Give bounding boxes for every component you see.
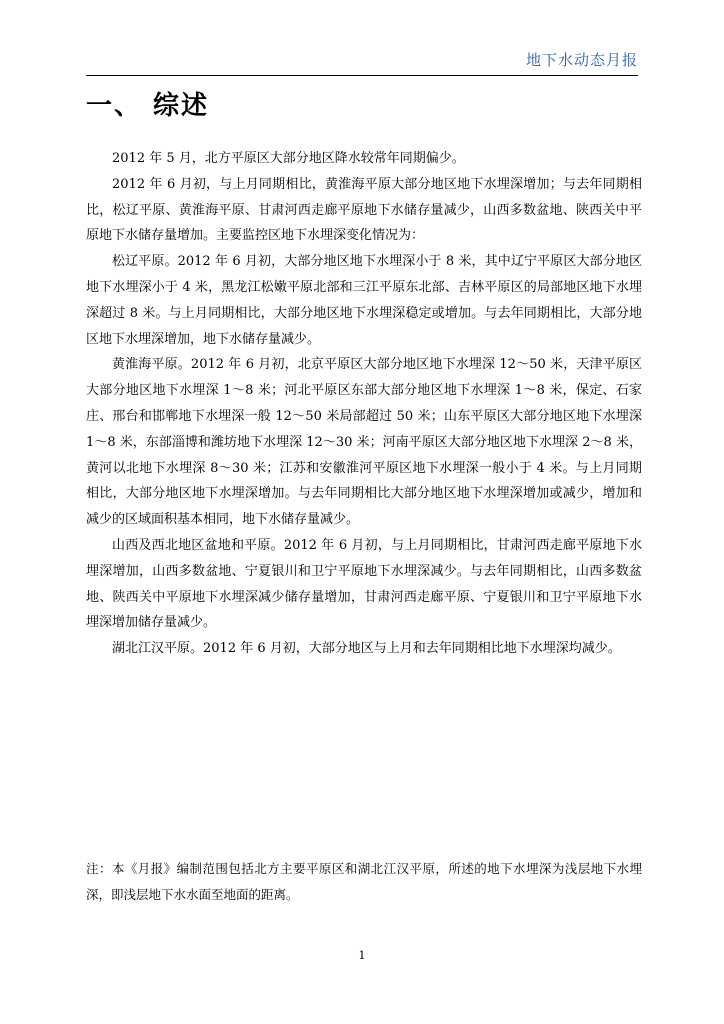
header-title: 地下水动态月报 — [525, 51, 638, 69]
footnote: 注：本《月报》编制范围包括北方主要平原区和湖北江汉平原，所述的地下水埋深为浅层地下水埋深，即浅层地下水水面至地面的距离。 — [86, 861, 642, 902]
paragraph-jianghan-plain: 湖北江汉平原。2012 年 6 月初，大部分地区与上月和去年同期相比地下水埋深均减少。 — [112, 641, 621, 657]
page-number: 1 — [358, 949, 366, 962]
page-header — [86, 50, 638, 76]
paragraph-songliao-plain: 松辽平原。2012 年 6 月初，大部分地区地下水埋深小于 8 米，其中辽宁平原区大部分地区地下水埋深小于 4 米，黑龙江松嫩平原北部和三江平原东北部、吉林平原区的局部地区地下水埋深超过 8 米。与上月同期相比，大部分地区地下水埋深稳定或增加。与去年同期相比，大部分地区地下水埋深增加，地下水储存量减少。 — [86, 254, 642, 347]
paragraph-summary-june: 2012 年 6 月初，与上月同期相比，黄淮海平原大部分地区地下水埋深增加；与去年同期相比，松辽平原、黄淮海平原、甘肃河西走廊平原地下水储存量减少，山西多数盆地、陕西关中平原地下水储存量增加。主要监控区地下水埋深变化情况为： — [86, 176, 642, 244]
section-title: 一、 综述 — [86, 91, 210, 121]
body-text — [86, 146, 642, 662]
paragraph-summary-may: 2012 年 5 月，北方平原区大部分地区降水较常年同期偏少。 — [112, 151, 465, 166]
paragraph-shanxi-northwest: 山西及西北地区盆地和平原。2012 年 6 月初，与上月同期相比，甘肃河西走廊平原地下水埋深增加，山西多数盆地、宁夏银川和卫宁平原地下水埋深减少。与去年同期相比，山西多数盆地、陕西关中平原地下水埋深减少储存量增加，甘肃河西走廊平原、宁夏银川和卫宁平原地下水埋深增加储存量减少。 — [86, 537, 642, 631]
paragraph-huanghuaihai-plain: 黄淮海平原。2012 年 6 月初，北京平原区大部分地区地下水埋深 12～50 米，天津平原区大部分地区地下水埋深 1～8 米；河北平原区东部大部分地区地下水埋深 1～8 米，保定、石家庄、邢台和邯郸地下水埋深一般 12～50 米局部超过 50 米；山东平原区大部分地区地下水埋深 1～8 米，东部淄博和潍坊地下水埋深 12～30 米；河南平原区大部分地区地下水埋深 2～8 米，黄河以北地下水埋深 8～30 米；江苏和安徽淮河平原区地下水埋深一般小于 4 米。与上月同期相比，大部分地区地下水埋深增加。与去年同期相比大部分地区地下水埋深增加或减少，增加和减少的区域面积基本相同，地下水储存量减少。 — [86, 357, 642, 528]
